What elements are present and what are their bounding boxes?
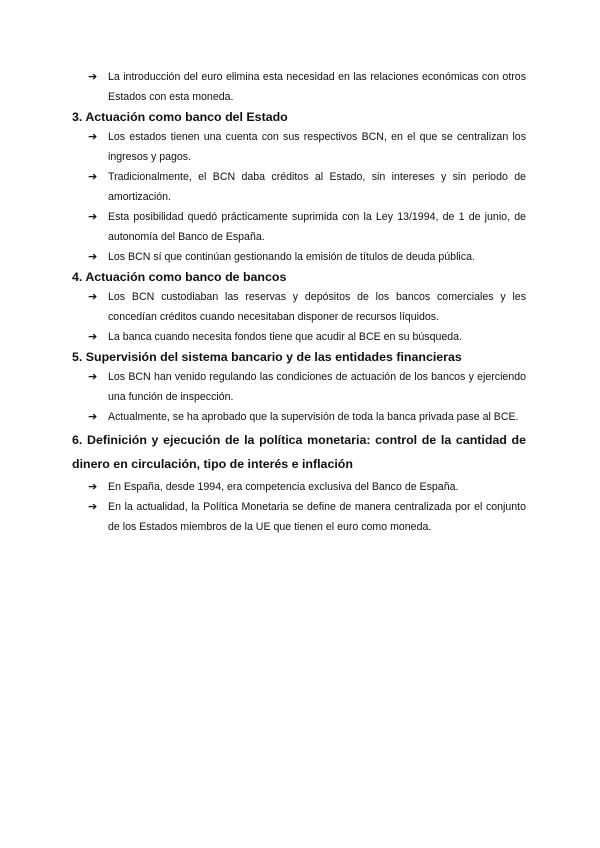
arrow-bullet-icon: ➔: [88, 130, 98, 143]
bullet-text: Los estados tienen una cuenta con sus respectivos BCN, en el que se centralizan los ingresos y pagos.: [108, 131, 526, 163]
arrow-bullet-icon: ➔: [88, 500, 98, 513]
section-heading: 6. Definición y ejecución de la política monetaria: control de la cantidad de dinero en circulación, tipo de interés e inflación: [72, 433, 526, 471]
bullet-item: [88, 477, 526, 497]
page-content: [72, 67, 526, 537]
arrow-bullet-icon: ➔: [88, 170, 98, 183]
bullet-item: [88, 367, 526, 407]
arrow-bullet-icon: ➔: [88, 370, 98, 383]
arrow-bullet-icon: ➔: [88, 330, 98, 343]
bullet-text: Los BCN custodiaban las reservas y depósitos de los bancos comerciales y les concedían créditos cuando necesitaban disponer de recursos líquidos.: [108, 291, 526, 323]
bullet-text: Esta posibilidad quedó prácticamente suprimida con la Ley 13/1994, de 1 de junio, de autonomía del Banco de España.: [108, 211, 526, 243]
bullet-item: [88, 127, 526, 167]
bullet-text: La banca cuando necesita fondos tiene que acudir al BCE en su búsqueda.: [108, 331, 462, 343]
bullet-item: [88, 247, 526, 267]
arrow-bullet-icon: ➔: [88, 290, 98, 303]
arrow-bullet-icon: ➔: [88, 410, 98, 423]
bullet-text: Los BCN sí que continúan gestionando la emisión de títulos de deuda pública.: [108, 251, 475, 263]
bullet-text: La introducción del euro elimina esta necesidad en las relaciones económicas con otros Estados con esta moneda.: [108, 71, 526, 103]
bullet-item: [88, 287, 526, 327]
bullet-text: En España, desde 1994, era competencia exclusiva del Banco de España.: [108, 481, 459, 493]
arrow-bullet-icon: ➔: [88, 250, 98, 263]
bullet-item: [88, 207, 526, 247]
arrow-bullet-icon: ➔: [88, 70, 98, 83]
bullet-text: Los BCN han venido regulando las condiciones de actuación de los bancos y ejerciendo una función de inspección.: [108, 371, 526, 403]
section-heading: 4. Actuación como banco de bancos: [72, 270, 287, 284]
bullet-text: En la actualidad, la Política Monetaria se define de manera centralizada por el conjunto de los Estados miembros de la UE que tienen el euro como moneda.: [108, 501, 526, 533]
arrow-bullet-icon: ➔: [88, 480, 98, 493]
bullet-item: [88, 327, 526, 347]
section-heading: 3. Actuación como banco del Estado: [72, 110, 288, 124]
bullet-text: Tradicionalmente, el BCN daba créditos al Estado, sin intereses y sin periodo de amortización.: [108, 171, 526, 203]
bullet-item: [88, 497, 526, 537]
arrow-bullet-icon: ➔: [88, 210, 98, 223]
bullet-item: [88, 407, 526, 427]
bullet-item: [88, 67, 526, 107]
bullet-item: [88, 167, 526, 207]
bullet-text: Actualmente, se ha aprobado que la supervisión de toda la banca privada pase al BCE.: [108, 411, 519, 423]
section-heading: 5. Supervisión del sistema bancario y de las entidades financieras: [72, 350, 462, 364]
